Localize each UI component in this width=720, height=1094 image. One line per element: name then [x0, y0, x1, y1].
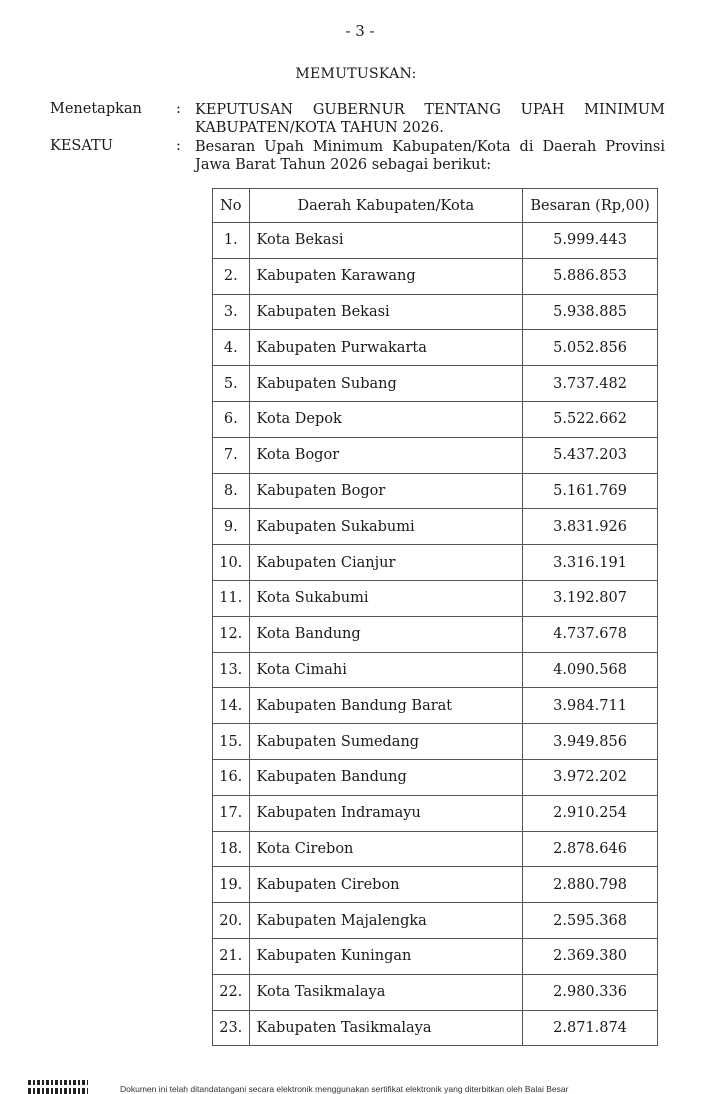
- row-number: 13.: [213, 652, 250, 688]
- row-amount: 3.831.926: [523, 509, 658, 545]
- table-body: [213, 223, 658, 1046]
- row-amount: 2.878.646: [523, 831, 658, 867]
- minimum-wage-table: [212, 188, 658, 1046]
- kesatu-colon: :: [176, 138, 181, 154]
- row-region: Kabupaten Tasikmalaya: [249, 1010, 523, 1046]
- row-region: Kabupaten Bogor: [249, 473, 523, 509]
- row-region: Kabupaten Cirebon: [249, 867, 523, 903]
- row-number: 14.: [213, 688, 250, 724]
- row-amount: 2.910.254: [523, 795, 658, 831]
- header-amount: Besaran (Rp,00): [523, 189, 658, 223]
- menetapkan-line-1: KEPUTUSAN GUBERNUR TENTANG UPAH MINIMUM: [195, 102, 665, 118]
- table-row: [213, 1010, 658, 1046]
- decision-heading: MEMUTUSKAN:: [295, 66, 417, 82]
- row-number: 8.: [213, 473, 250, 509]
- row-region: Kota Sukabumi: [249, 580, 523, 616]
- row-region: Kabupaten Karawang: [249, 258, 523, 294]
- table-row: [213, 223, 658, 259]
- kesatu-label: KESATU: [50, 138, 113, 154]
- row-number: 2.: [213, 258, 250, 294]
- table-row: [213, 688, 658, 724]
- row-amount: 3.192.807: [523, 580, 658, 616]
- row-number: 15.: [213, 724, 250, 760]
- row-region: Kabupaten Kuningan: [249, 938, 523, 974]
- row-region: Kabupaten Bandung Barat: [249, 688, 523, 724]
- row-amount: 2.871.874: [523, 1010, 658, 1046]
- row-region: Kota Bekasi: [249, 223, 523, 259]
- row-number: 11.: [213, 580, 250, 616]
- menetapkan-line-2: KABUPATEN/KOTA TAHUN 2026.: [195, 120, 444, 136]
- table-row: [213, 258, 658, 294]
- row-region: Kota Cimahi: [249, 652, 523, 688]
- table-row: [213, 795, 658, 831]
- row-region: Kabupaten Sumedang: [249, 724, 523, 760]
- table-row: [213, 509, 658, 545]
- row-region: Kabupaten Bandung: [249, 759, 523, 795]
- row-number: 7.: [213, 437, 250, 473]
- row-number: 17.: [213, 795, 250, 831]
- row-number: 16.: [213, 759, 250, 795]
- row-number: 21.: [213, 938, 250, 974]
- row-amount: 5.522.662: [523, 401, 658, 437]
- row-region: Kota Bogor: [249, 437, 523, 473]
- row-amount: 3.949.856: [523, 724, 658, 760]
- row-number: 23.: [213, 1010, 250, 1046]
- table-row: [213, 867, 658, 903]
- row-amount: 3.316.191: [523, 545, 658, 581]
- kesatu-line-2: Jawa Barat Tahun 2026 sebagai berikut:: [195, 157, 492, 173]
- table-row: [213, 938, 658, 974]
- table-row: [213, 366, 658, 402]
- footer-signature-note: Dokumen ini telah ditandatangani secara elektronik menggunakan sertifikat elektronik yang diterbitkan oleh Balai Besar: [120, 1084, 569, 1094]
- row-region: Kota Cirebon: [249, 831, 523, 867]
- row-amount: 2.369.380: [523, 938, 658, 974]
- row-amount: 5.999.443: [523, 223, 658, 259]
- menetapkan-text: [195, 101, 665, 137]
- row-amount: 4.737.678: [523, 616, 658, 652]
- row-number: 5.: [213, 366, 250, 402]
- header-region: Daerah Kabupaten/Kota: [249, 189, 523, 223]
- table-row: [213, 294, 658, 330]
- row-amount: 2.880.798: [523, 867, 658, 903]
- row-number: 6.: [213, 401, 250, 437]
- table-row: [213, 652, 658, 688]
- menetapkan-label: Menetapkan: [50, 101, 142, 117]
- row-amount: 5.437.203: [523, 437, 658, 473]
- table-row: [213, 473, 658, 509]
- row-amount: 3.984.711: [523, 688, 658, 724]
- row-region: Kabupaten Purwakarta: [249, 330, 523, 366]
- table-row: [213, 831, 658, 867]
- row-region: Kabupaten Sukabumi: [249, 509, 523, 545]
- table-row: [213, 401, 658, 437]
- row-region: Kabupaten Bekasi: [249, 294, 523, 330]
- row-region: Kabupaten Indramayu: [249, 795, 523, 831]
- qr-code-icon: [28, 1080, 88, 1094]
- table-row: [213, 330, 658, 366]
- row-number: 1.: [213, 223, 250, 259]
- row-amount: 3.972.202: [523, 759, 658, 795]
- table-header-row: [213, 189, 658, 223]
- row-amount: 5.886.853: [523, 258, 658, 294]
- table-row: [213, 545, 658, 581]
- row-number: 22.: [213, 974, 250, 1010]
- page-number: - 3 -: [345, 22, 375, 40]
- table-row: [213, 903, 658, 939]
- kesatu-line-1: Besaran Upah Minimum Kabupaten/Kota di Daerah Provinsi: [195, 139, 665, 155]
- menetapkan-colon: :: [176, 101, 181, 117]
- row-number: 9.: [213, 509, 250, 545]
- header-no: No: [213, 189, 250, 223]
- row-region: Kota Bandung: [249, 616, 523, 652]
- table-row: [213, 616, 658, 652]
- row-amount: 5.052.856: [523, 330, 658, 366]
- row-amount: 4.090.568: [523, 652, 658, 688]
- row-region: Kota Tasikmalaya: [249, 974, 523, 1010]
- table-row: [213, 759, 658, 795]
- row-number: 12.: [213, 616, 250, 652]
- footer: [28, 1078, 720, 1094]
- row-number: 3.: [213, 294, 250, 330]
- table-row: [213, 724, 658, 760]
- row-region: Kabupaten Majalengka: [249, 903, 523, 939]
- table-row: [213, 580, 658, 616]
- row-region: Kabupaten Cianjur: [249, 545, 523, 581]
- row-amount: 2.980.336: [523, 974, 658, 1010]
- row-amount: 5.161.769: [523, 473, 658, 509]
- table-row: [213, 974, 658, 1010]
- row-number: 19.: [213, 867, 250, 903]
- row-region: Kabupaten Subang: [249, 366, 523, 402]
- table-row: [213, 437, 658, 473]
- kesatu-text: [195, 138, 665, 174]
- row-amount: 2.595.368: [523, 903, 658, 939]
- row-region: Kota Depok: [249, 401, 523, 437]
- row-number: 20.: [213, 903, 250, 939]
- row-amount: 3.737.482: [523, 366, 658, 402]
- row-number: 18.: [213, 831, 250, 867]
- row-number: 4.: [213, 330, 250, 366]
- row-amount: 5.938.885: [523, 294, 658, 330]
- row-number: 10.: [213, 545, 250, 581]
